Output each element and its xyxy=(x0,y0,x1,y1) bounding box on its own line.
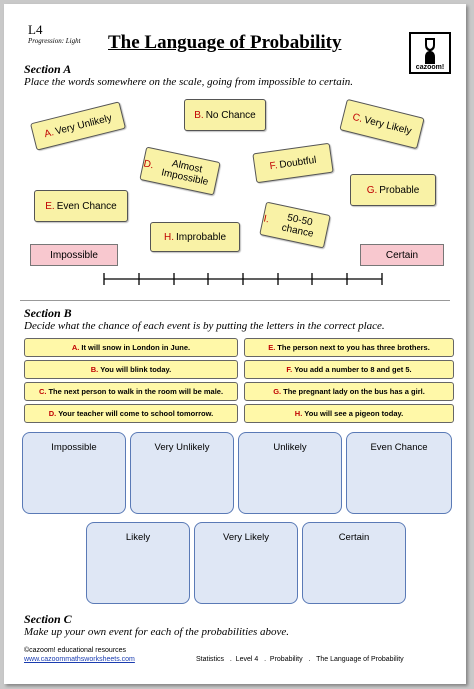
section-a-heading: Section A xyxy=(24,62,72,76)
event-letter: D. xyxy=(48,409,57,418)
card-i[interactable] xyxy=(259,202,331,249)
hourglass-icon xyxy=(411,36,449,66)
answer-box-unlikely[interactable]: Unlikely xyxy=(238,432,342,514)
event-text: You add a number to 8 and get 5. xyxy=(294,365,412,374)
probability-scale-line xyxy=(100,272,386,286)
section-divider xyxy=(20,300,450,301)
event-g[interactable] xyxy=(244,382,454,401)
card-e[interactable] xyxy=(34,190,128,222)
event-b[interactable] xyxy=(24,360,238,379)
answer-box-very-likely[interactable]: Very Likely xyxy=(194,522,298,604)
section-c-instruction: Make up your own event for each of the probabilities above. xyxy=(24,626,290,638)
card-text: Probable xyxy=(379,184,420,196)
event-text: The pregnant lady on the bus has a girl. xyxy=(283,387,425,396)
event-a[interactable] xyxy=(24,338,238,357)
answer-box-very-unlikely[interactable]: Very Unlikely xyxy=(130,432,234,514)
card-text: Almost Impossible xyxy=(160,158,210,188)
card-letter: H. xyxy=(163,231,174,243)
worksheet-page xyxy=(4,4,466,684)
event-c[interactable] xyxy=(24,382,238,401)
card-a[interactable] xyxy=(30,101,126,150)
answer-box-even-chance[interactable]: Even Chance xyxy=(346,432,452,514)
event-text: The next person to walk in the room will be male. xyxy=(48,387,224,396)
section-a-instruction: Place the words somewhere on the scale, going from impossible to certain. xyxy=(24,76,354,88)
card-letter: I. xyxy=(262,212,271,225)
event-text: Your teacher will come to school tomorrow. xyxy=(58,409,214,418)
card-c[interactable] xyxy=(339,99,424,149)
scale-end-label: Certain xyxy=(360,244,444,266)
card-letter: C. xyxy=(351,111,364,125)
card-g[interactable] xyxy=(350,174,436,206)
card-letter: A. xyxy=(43,126,55,140)
section-c-heading: Section C xyxy=(24,612,72,626)
footer-breadcrumb: Statistics . Level 4 . Probability . The Language of Probability xyxy=(196,656,404,663)
card-h[interactable] xyxy=(150,222,240,252)
section-b-instruction: Decide what the chance of each event is by putting the letters in the correct place. xyxy=(24,320,385,332)
event-letter: B. xyxy=(90,365,99,374)
event-f[interactable] xyxy=(244,360,454,379)
card-text: No Chance xyxy=(205,109,256,121)
level-label: L4 xyxy=(28,22,43,37)
event-letter: E. xyxy=(268,343,276,352)
card-letter: G. xyxy=(366,184,378,196)
section-b-heading: Section B xyxy=(24,306,72,320)
card-text: Improbable xyxy=(175,231,227,243)
card-d[interactable] xyxy=(139,146,220,195)
card-text: Very Likely xyxy=(363,114,413,137)
logo-text: cazoom! xyxy=(415,64,445,71)
card-text: Very Unlikely xyxy=(54,112,113,137)
card-b[interactable] xyxy=(184,99,266,131)
event-e[interactable] xyxy=(244,338,454,357)
page-title: The Language of Probability xyxy=(108,32,342,53)
event-h[interactable] xyxy=(244,404,454,423)
card-f[interactable] xyxy=(252,143,333,184)
progression-label: Progression: Light xyxy=(28,37,81,45)
event-text: It will snow in London in June. xyxy=(81,343,191,352)
event-d[interactable] xyxy=(24,404,238,423)
answer-box-likely[interactable]: Likely xyxy=(86,522,190,604)
footer-website-link[interactable]: www.cazoommathsworksheets.com xyxy=(24,656,135,663)
event-letter: F. xyxy=(286,365,293,374)
footer-copyright: ©cazoom! educational resources xyxy=(24,647,127,654)
event-letter: A. xyxy=(71,343,80,352)
event-text: You will see a pigeon today. xyxy=(304,409,404,418)
event-text: The person next to you has three brothers. xyxy=(277,343,430,352)
scale-start-label: Impossible xyxy=(30,244,118,266)
answer-box-certain[interactable]: Certain xyxy=(302,522,406,604)
cazoom-logo xyxy=(409,32,451,74)
event-letter: G. xyxy=(273,387,282,396)
card-letter: D. xyxy=(142,157,155,171)
event-text: You will blink today. xyxy=(100,365,172,374)
card-letter: F. xyxy=(268,159,279,172)
card-text: 50-50 chance xyxy=(280,212,315,240)
event-letter: C. xyxy=(38,387,47,396)
answer-box-impossible[interactable]: Impossible xyxy=(22,432,126,514)
event-letter: H. xyxy=(294,409,303,418)
card-letter: B. xyxy=(194,109,204,121)
card-text: Even Chance xyxy=(56,200,117,212)
card-text: Doubtful xyxy=(278,154,318,171)
card-letter: E. xyxy=(45,200,55,212)
